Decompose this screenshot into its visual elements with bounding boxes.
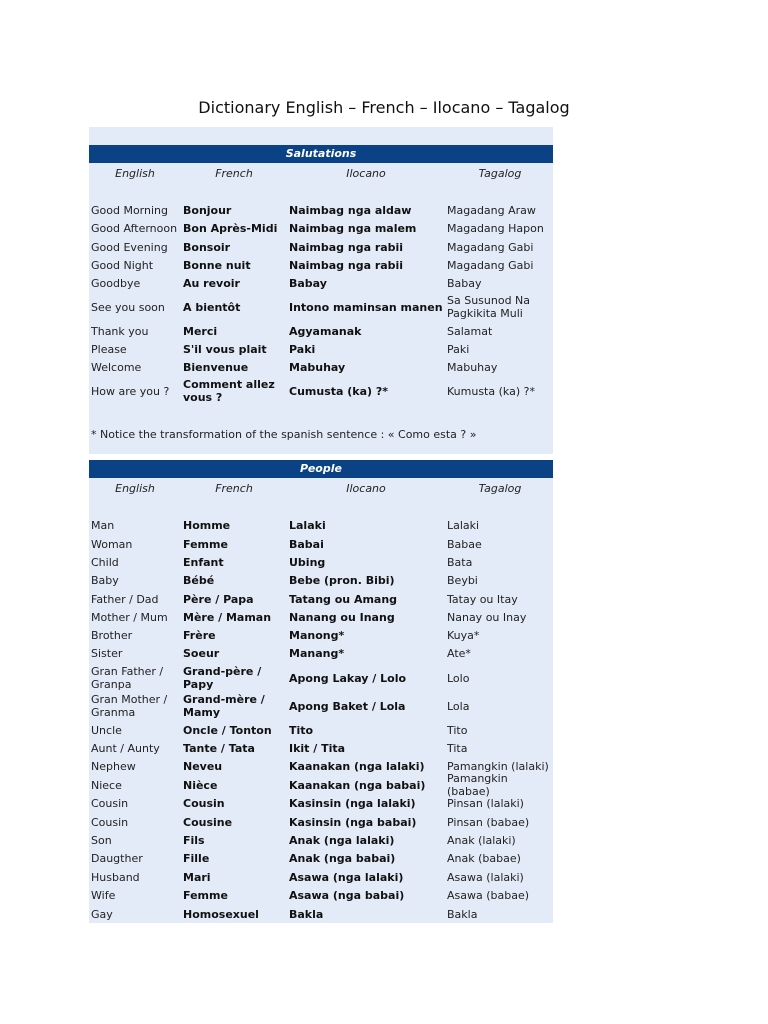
column-header-ilocano: Ilocano bbox=[346, 482, 386, 495]
cell-french: Homosexuel bbox=[183, 907, 259, 921]
cell-french: Merci bbox=[183, 324, 218, 338]
cell-english: How are you ? bbox=[91, 384, 170, 398]
cell-english: Thank you bbox=[91, 324, 149, 338]
cell-french: Soeur bbox=[183, 646, 220, 660]
cell-french: Comment allez vous ? bbox=[183, 378, 275, 404]
cell-tagalog: Anak (babae) bbox=[447, 851, 521, 865]
cell-english: Gay bbox=[91, 907, 113, 921]
cell-ilocano: Naimbag nga rabii bbox=[289, 258, 404, 272]
cell-ilocano: Apong Lakay / Lolo bbox=[289, 671, 407, 685]
cell-ilocano: Nanang ou Inang bbox=[289, 610, 395, 624]
cell-english: Mother / Mum bbox=[91, 610, 168, 624]
column-header-french: French bbox=[215, 167, 253, 180]
cell-english: Good Afternoon bbox=[91, 221, 178, 235]
cell-french: Homme bbox=[183, 518, 231, 532]
cell-ilocano: Anak (nga lalaki) bbox=[289, 833, 395, 847]
cell-tagalog: Nanay ou Inay bbox=[447, 610, 527, 624]
cell-tagalog: Lola bbox=[447, 699, 470, 713]
cell-english: Cousin bbox=[91, 796, 129, 810]
cell-english: Cousin bbox=[91, 815, 129, 829]
cell-english: Niece bbox=[91, 778, 122, 792]
cell-tagalog: Kuya* bbox=[447, 628, 480, 642]
column-header-ilocano: Ilocano bbox=[346, 167, 386, 180]
cell-tagalog: Magadang Araw bbox=[447, 203, 536, 217]
cell-french: A bientôt bbox=[183, 300, 241, 314]
cell-tagalog: Anak (lalaki) bbox=[447, 833, 516, 847]
cell-english: Baby bbox=[91, 573, 119, 587]
cell-english: Daugther bbox=[91, 851, 143, 865]
cell-french: Femme bbox=[183, 888, 228, 902]
page-title: Dictionary English – French – Ilocano – Tagalog bbox=[198, 98, 570, 117]
column-header-tagalog: Tagalog bbox=[478, 482, 522, 495]
cell-ilocano: Asawa (nga lalaki) bbox=[289, 870, 404, 884]
cell-ilocano: Babay bbox=[289, 276, 327, 290]
cell-french: Père / Papa bbox=[183, 592, 254, 606]
cell-english: Wife bbox=[91, 888, 116, 902]
cell-english: Father / Dad bbox=[91, 592, 159, 606]
cell-ilocano: Naimbag nga malem bbox=[289, 221, 417, 235]
cell-french: Mère / Maman bbox=[183, 610, 272, 624]
cell-french: Fils bbox=[183, 833, 205, 847]
cell-french: Bonne nuit bbox=[183, 258, 251, 272]
cell-english: Good Night bbox=[91, 258, 154, 272]
cell-tagalog: Tito bbox=[447, 723, 468, 737]
cell-tagalog: Babay bbox=[447, 276, 482, 290]
cell-ilocano: Mabuhay bbox=[289, 360, 346, 374]
cell-tagalog: Sa Susunod Na Pagkikita Muli bbox=[447, 294, 531, 320]
cell-french: Bienvenue bbox=[183, 360, 249, 374]
cell-tagalog: Salamat bbox=[447, 324, 493, 338]
cell-ilocano: Lalaki bbox=[289, 518, 326, 532]
cell-tagalog: Paki bbox=[447, 342, 470, 356]
cell-french: Neveu bbox=[183, 759, 223, 773]
cell-tagalog: Pinsan (lalaki) bbox=[447, 796, 524, 810]
cell-ilocano: Agyamanak bbox=[289, 324, 362, 338]
cell-tagalog: Pamangkin (babae) bbox=[447, 772, 508, 798]
section-header-salutations: Salutations bbox=[89, 145, 553, 163]
cell-english: Aunt / Aunty bbox=[91, 741, 160, 755]
cell-tagalog: Ate* bbox=[447, 646, 471, 660]
cell-ilocano: Bakla bbox=[289, 907, 324, 921]
cell-english: Brother bbox=[91, 628, 133, 642]
section-header-people: People bbox=[89, 460, 553, 478]
cell-ilocano: Tatang ou Amang bbox=[289, 592, 398, 606]
cell-french: Femme bbox=[183, 537, 228, 551]
cell-french: Mari bbox=[183, 870, 211, 884]
cell-ilocano: Asawa (nga babai) bbox=[289, 888, 405, 902]
column-header-french: French bbox=[215, 482, 253, 495]
cell-tagalog: Bakla bbox=[447, 907, 478, 921]
cell-french: Oncle / Tonton bbox=[183, 723, 272, 737]
cell-tagalog: Kumusta (ka) ?* bbox=[447, 384, 535, 398]
cell-tagalog: Magadang Gabi bbox=[447, 258, 534, 272]
cell-ilocano: Ikit / Tita bbox=[289, 741, 346, 755]
cell-ilocano: Kasinsin (nga lalaki) bbox=[289, 796, 416, 810]
cell-french: Fille bbox=[183, 851, 210, 865]
cell-english: See you soon bbox=[91, 300, 165, 314]
column-header-tagalog: Tagalog bbox=[478, 167, 522, 180]
cell-tagalog: Tita bbox=[447, 741, 468, 755]
cell-french: Grand-mère / Mamy bbox=[183, 693, 265, 719]
cell-tagalog: Lalaki bbox=[447, 518, 480, 532]
cell-english: Good Morning bbox=[91, 203, 168, 217]
cell-ilocano: Cumusta (ka) ?* bbox=[289, 384, 389, 398]
cell-english: Goodbye bbox=[91, 276, 141, 290]
column-header-english: English bbox=[115, 167, 155, 180]
cell-ilocano: Kaanakan (nga lalaki) bbox=[289, 759, 425, 773]
cell-ilocano: Kaanakan (nga babai) bbox=[289, 778, 426, 792]
cell-ilocano: Paki bbox=[289, 342, 316, 356]
cell-english: Gran Father / Granpa bbox=[91, 665, 164, 691]
cell-french: Tante / Tata bbox=[183, 741, 255, 755]
column-header-english: English bbox=[115, 482, 155, 495]
cell-tagalog: Lolo bbox=[447, 671, 470, 685]
cell-tagalog: Beybi bbox=[447, 573, 478, 587]
cell-english: Gran Mother / Granma bbox=[91, 693, 168, 719]
cell-french: Bonjour bbox=[183, 203, 232, 217]
footnote: * Notice the transformation of the spanish sentence : « Como esta ? » bbox=[91, 428, 477, 441]
cell-english: Man bbox=[91, 518, 115, 532]
cell-ilocano: Kasinsin (nga babai) bbox=[289, 815, 417, 829]
cell-english: Husband bbox=[91, 870, 140, 884]
cell-french: Au revoir bbox=[183, 276, 240, 290]
cell-tagalog: Bata bbox=[447, 555, 473, 569]
cell-french: Cousin bbox=[183, 796, 225, 810]
cell-english: Sister bbox=[91, 646, 123, 660]
cell-ilocano: Naimbag nga rabii bbox=[289, 240, 404, 254]
cell-french: S'il vous plait bbox=[183, 342, 267, 356]
cell-tagalog: Magadang Hapon bbox=[447, 221, 544, 235]
cell-ilocano: Manang* bbox=[289, 646, 345, 660]
cell-ilocano: Bebe (pron. Bibi) bbox=[289, 573, 395, 587]
cell-english: Woman bbox=[91, 537, 133, 551]
cell-tagalog: Pinsan (babae) bbox=[447, 815, 530, 829]
cell-ilocano: Babai bbox=[289, 537, 324, 551]
cell-french: Nièce bbox=[183, 778, 218, 792]
cell-french: Frère bbox=[183, 628, 216, 642]
cell-tagalog: Babae bbox=[447, 537, 482, 551]
cell-french: Cousine bbox=[183, 815, 233, 829]
cell-english: Uncle bbox=[91, 723, 122, 737]
cell-ilocano: Tito bbox=[289, 723, 314, 737]
cell-english: Child bbox=[91, 555, 119, 569]
cell-english: Nephew bbox=[91, 759, 136, 773]
cell-ilocano: Manong* bbox=[289, 628, 345, 642]
cell-ilocano: Anak (nga babai) bbox=[289, 851, 396, 865]
cell-french: Grand-père / Papy bbox=[183, 665, 262, 691]
cell-tagalog: Pamangkin (lalaki) bbox=[447, 759, 549, 773]
cell-french: Bébé bbox=[183, 573, 215, 587]
cell-english: Welcome bbox=[91, 360, 142, 374]
cell-english: Please bbox=[91, 342, 127, 356]
cell-french: Bon Après-Midi bbox=[183, 221, 278, 235]
cell-english: Good Evening bbox=[91, 240, 168, 254]
cell-tagalog: Asawa (lalaki) bbox=[447, 870, 524, 884]
cell-tagalog: Asawa (babae) bbox=[447, 888, 530, 902]
cell-english: Son bbox=[91, 833, 112, 847]
cell-ilocano: Ubing bbox=[289, 555, 326, 569]
cell-ilocano: Naimbag nga aldaw bbox=[289, 203, 412, 217]
cell-tagalog: Tatay ou Itay bbox=[447, 592, 518, 606]
cell-ilocano: Intono maminsan manen bbox=[289, 300, 443, 314]
cell-ilocano: Apong Baket / Lola bbox=[289, 699, 406, 713]
cell-french: Bonsoir bbox=[183, 240, 231, 254]
cell-tagalog: Magadang Gabi bbox=[447, 240, 534, 254]
cell-french: Enfant bbox=[183, 555, 224, 569]
cell-tagalog: Mabuhay bbox=[447, 360, 498, 374]
